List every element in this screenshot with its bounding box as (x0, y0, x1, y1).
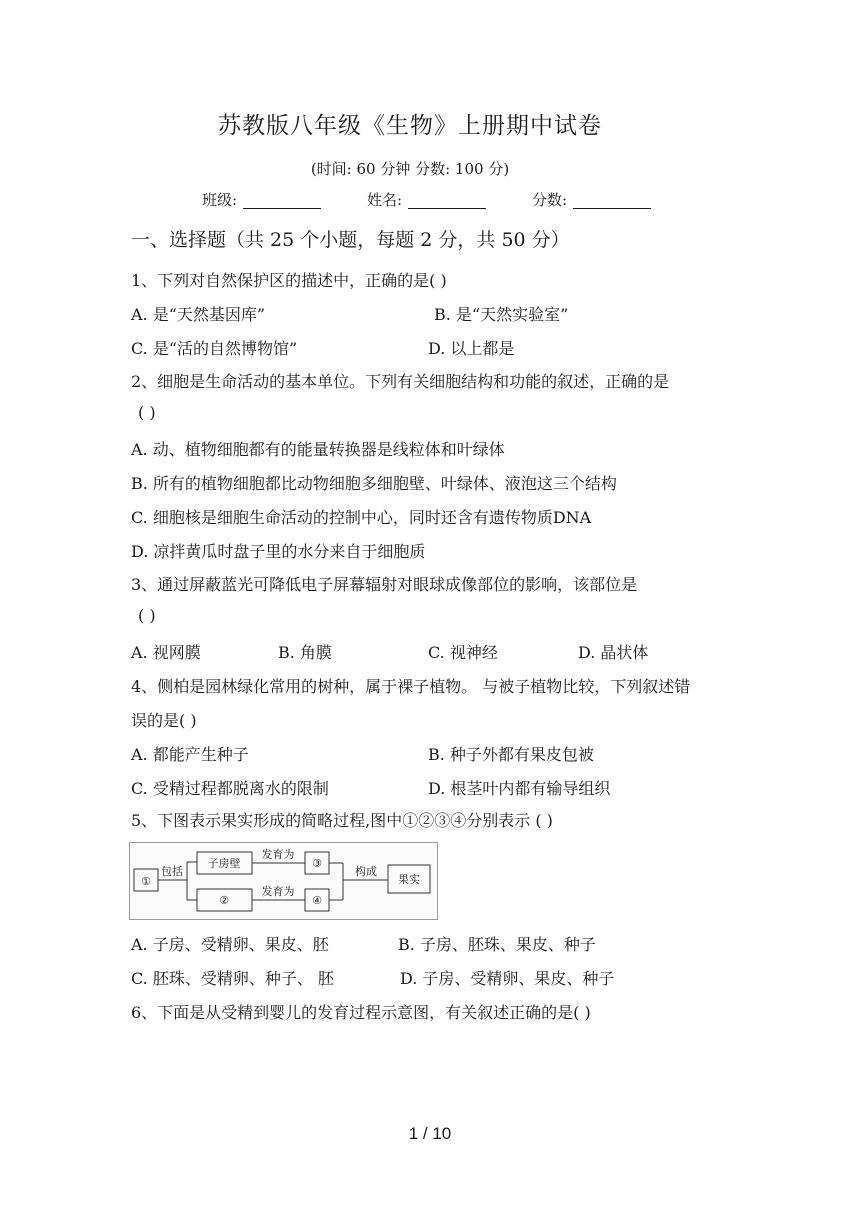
diagram-label-n1: ① (141, 875, 151, 888)
q1-option-c: C. 是“活的自然博物馆” (131, 339, 298, 358)
q3-option-b: B. 角膜 (278, 643, 332, 662)
q4-stem: 4、侧柏是园林绿化常用的树种，属于裸子植物。 与被子植物比较，下列叙述错 (131, 677, 691, 696)
class-blank[interactable] (243, 190, 321, 209)
score-field (532, 189, 651, 210)
page-number: 1 / 10 (408, 1124, 452, 1143)
q4-option-c: C. 受精过程都脱离水的限制 (131, 779, 329, 798)
q1-stem: 1、下列对自然保护区的描述中，正确的是( ) (131, 271, 447, 290)
q5-stem: 5、下图表示果实形成的简略过程,图中①②③④分别表示 ( ) (131, 811, 553, 830)
q2-stem: 2、细胞是生命活动的基本单位。下列有关细胞结构和功能的叙述，正确的是 (131, 372, 670, 391)
q4-stem-cont: 误的是( ) (131, 711, 197, 730)
score-label: 分数: (532, 191, 568, 209)
score-blank[interactable] (573, 190, 651, 209)
q3-option-d: D. 晶状体 (578, 643, 649, 662)
diagram-label-include: 包括 (161, 865, 183, 878)
q2-paren: ( ) (138, 403, 156, 422)
diagram-svg (130, 843, 437, 919)
exam-meta: (时间: 60 分钟 分数: 100 分) (310, 160, 510, 178)
q4-option-d: D. 根茎叶内都有输导组织 (428, 779, 611, 798)
diagram-label-compose: 构成 (355, 865, 377, 878)
page-title: 苏教版八年级《生物》上册期中试卷 (218, 113, 602, 139)
q2-option-d: D. 凉拌黄瓜时盘子里的水分来自于细胞质 (131, 542, 426, 561)
diagram-label-n3: ③ (312, 857, 322, 870)
class-label: 班级: (202, 191, 238, 209)
q6-stem: 6、下面是从受精到婴儿的发育过程示意图，有关叙述正确的是( ) (131, 1003, 591, 1022)
diagram-label-develop-top: 发育为 (261, 848, 295, 861)
q4-option-b: B. 种子外都有果皮包被 (428, 745, 594, 764)
q3-stem: 3、通过屏蔽蓝光可降低电子屏幕辐射对眼球成像部位的影响，该部位是 (131, 575, 638, 594)
diagram-label-n4: ④ (312, 894, 322, 907)
section-heading: 一、选择题（共 25 个小题，每题 2 分，共 50 分） (131, 229, 570, 251)
q3-option-a: A. 视网膜 (131, 643, 201, 662)
name-label: 姓名: (367, 191, 403, 209)
q3-paren: ( ) (138, 606, 156, 625)
q2-option-b: B. 所有的植物细胞都比动物细胞多细胞壁、叶绿体、液泡这三个结构 (131, 474, 617, 493)
q1-option-d: D. 以上都是 (428, 339, 515, 358)
q2-option-c: C. 细胞核是细胞生命活动的控制中心，同时还含有遗传物质DNA (131, 508, 592, 527)
q5-option-a: A. 子房、受精卵、果皮、胚 (131, 935, 329, 954)
q2-option-a: A. 动、植物细胞都有的能量转换器是线粒体和叶绿体 (131, 440, 505, 459)
q1-option-a: A. 是“天然基因库” (131, 305, 266, 324)
name-blank[interactable] (408, 190, 486, 209)
q4-option-a: A. 都能产生种子 (131, 745, 249, 764)
diagram-label-ovary-wall: 子房壁 (207, 857, 241, 870)
name-field (367, 189, 486, 210)
q5-option-b: B. 子房、胚珠、果皮、种子 (398, 935, 596, 954)
class-field (202, 189, 321, 210)
q3-option-c: C. 视神经 (428, 643, 498, 662)
q5-option-d: D. 子房、受精卵、果皮、种子 (400, 969, 615, 988)
diagram-label-develop-bottom: 发育为 (261, 885, 295, 898)
diagram-label-fruit: 果实 (398, 873, 420, 886)
q1-option-b: B. 是“天然实验室” (434, 305, 569, 324)
q5-option-c: C. 胚珠、受精卵、种子、 胚 (131, 969, 334, 988)
diagram-label-n2: ② (219, 894, 229, 907)
fruit-formation-diagram (129, 842, 438, 920)
